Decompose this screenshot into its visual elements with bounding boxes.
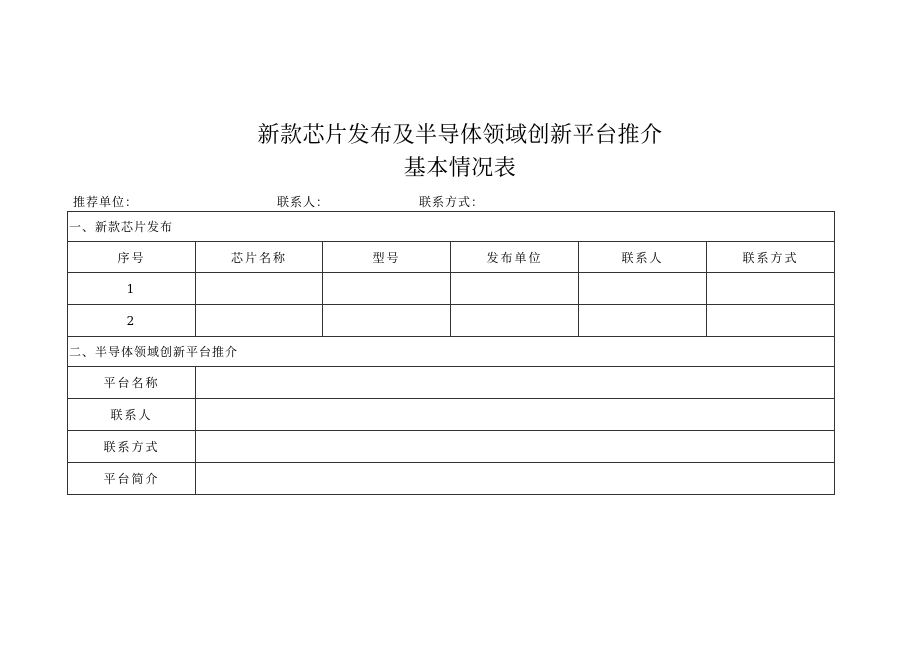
col-header-serial: 序号 [68,242,196,273]
platform-name-field[interactable] [196,367,835,399]
table-row [68,273,835,305]
platform-contact-field[interactable] [196,399,835,431]
publisher-cell[interactable] [451,273,579,305]
row-serial: 2 [68,305,196,337]
model-cell[interactable] [323,273,451,305]
col-header-contact-method: 联系方式 [707,242,835,273]
col-header-model: 型号 [323,242,451,273]
publisher-cell[interactable] [451,305,579,337]
chip-name-cell[interactable] [196,273,323,305]
col-header-chip-name: 芯片名称 [196,242,323,273]
contact-cell[interactable] [579,273,707,305]
document-subtitle: 基本情况表 [403,156,517,181]
platform-row [68,399,835,431]
contact-method-cell[interactable] [707,273,835,305]
contact-person-label: 联系人： [277,195,330,209]
platform-row [68,367,835,399]
section-1-header-row [68,212,835,242]
contact-method-cell[interactable] [707,305,835,337]
platform-contact-method-label: 联系方式 [68,431,196,463]
section-2-title: 二、半导体领域创新平台推介 [68,337,835,367]
table-row [68,305,835,337]
col-header-contact: 联系人 [579,242,707,273]
contact-method-label: 联系方式： [419,195,485,209]
model-cell[interactable] [323,305,451,337]
section-1-title: 一、新款芯片发布 [68,212,835,242]
col-header-publisher: 发布单位 [451,242,579,273]
chip-name-cell[interactable] [196,305,323,337]
platform-contact-method-field[interactable] [196,431,835,463]
platform-row [68,463,835,495]
row-serial: 1 [68,273,196,305]
platform-contact-label: 联系人 [68,399,196,431]
contact-cell[interactable] [579,305,707,337]
chip-table-header-row [68,242,835,273]
platform-row [68,431,835,463]
document-title: 新款芯片发布及半导体领域创新平台推介 [257,123,663,148]
info-form-table [67,211,835,495]
section-2-header-row [68,337,835,367]
platform-intro-label: 平台简介 [68,463,196,495]
recommender-label: 推荐单位： [73,195,139,209]
platform-intro-field[interactable] [196,463,835,495]
platform-name-label: 平台名称 [68,367,196,399]
